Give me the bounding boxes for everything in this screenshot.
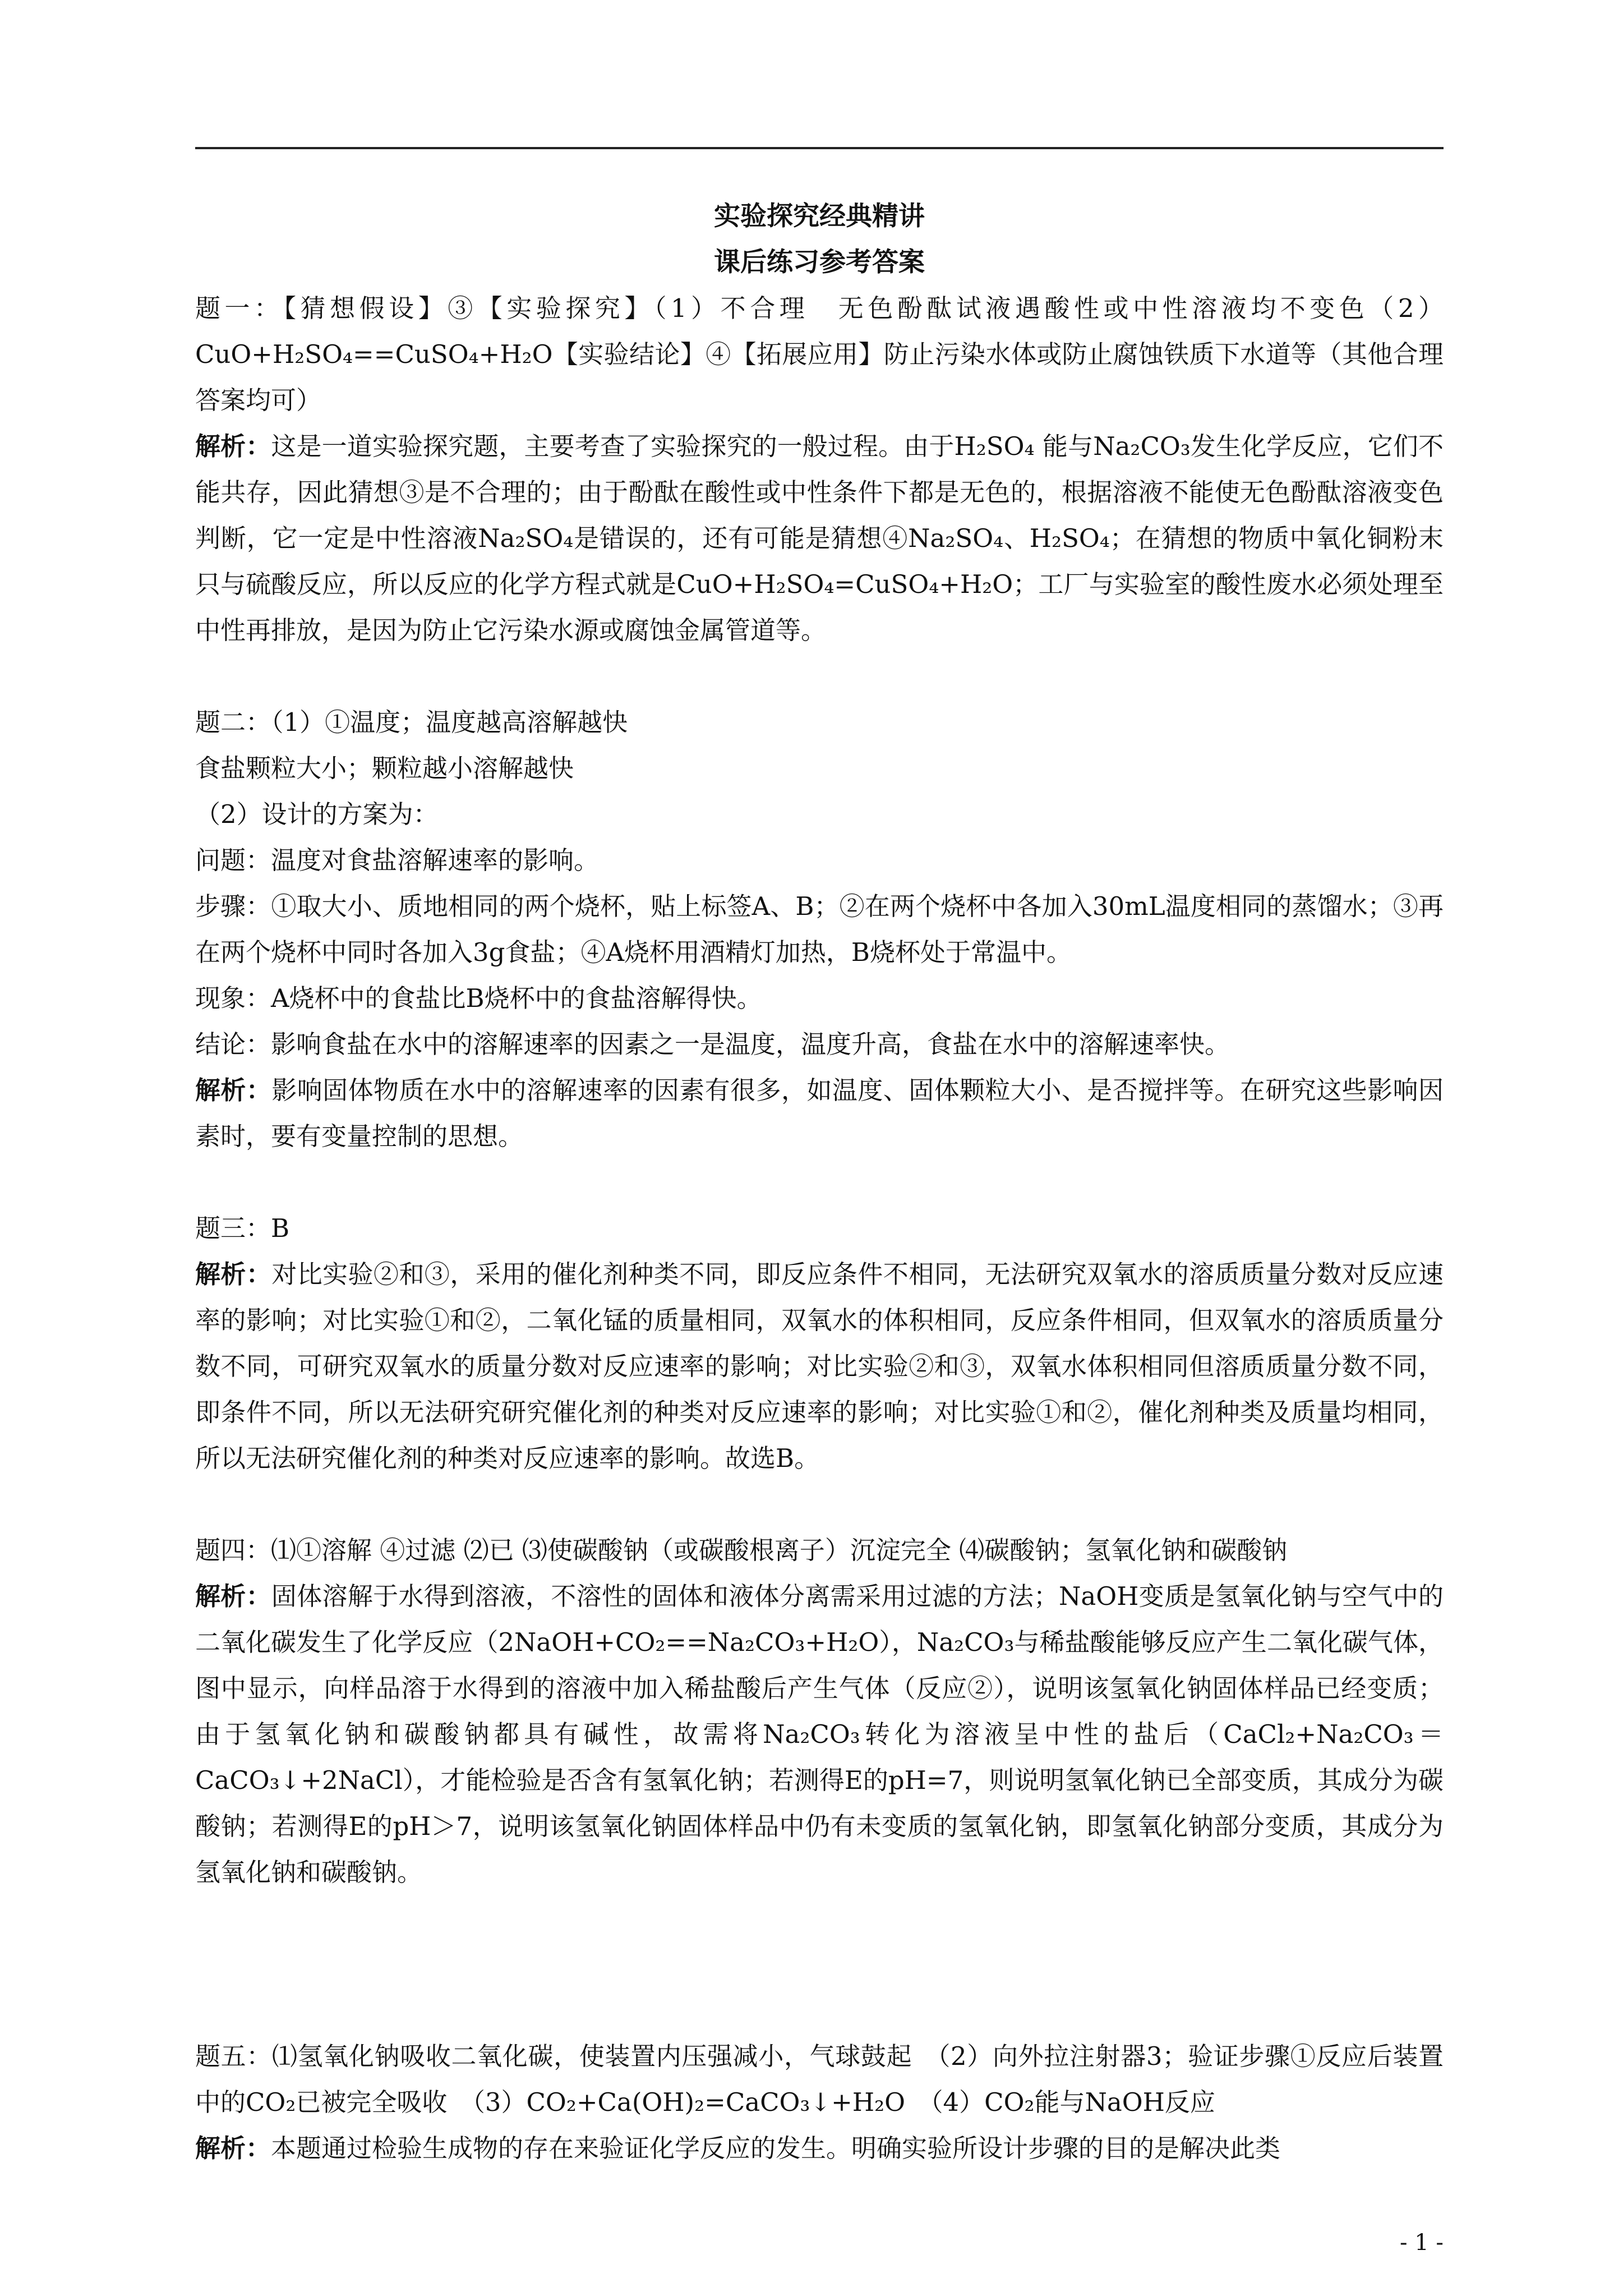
q1-answer: 题一：【猜想假设】③【实验探究】（1）不合理 无色酚酞试液遇酸性或中性溶液均不变色（2）CuO+H₂SO₄==CuSO₄+H₂O【实验结论】④【拓展应用】防止污染水体或防止腐蚀铁质下水道等（其他合理答案均可） bbox=[195, 293, 1444, 415]
analysis-label: 解析： bbox=[195, 2133, 271, 2163]
q3-analysis-text: 对比实验②和③，采用的催化剂种类不同，即反应条件不相同，无法研究双氧水的溶质质量分数对反应速率的影响；对比实验①和②，二氧化锰的质量相同，双氧水的体积相同，反应条件相同，但双氧水的溶质质量分数不同，可研究双氧水的质量分数对反应速率的影响；对比实验②和③，双氧水体积相同但溶质质量分数不同，即条件不同，所以无法研究研究催化剂的种类对反应速率的影响；对比实验①和②，催化剂种类及质量均相同，所以无法研究催化剂的种类对反应速率的影响。故选B。 bbox=[195, 1259, 1444, 1473]
q1-analysis bbox=[195, 424, 1444, 654]
q5-answer: 题五：⑴氢氧化钠吸收二氧化碳，使装置内压强减小，气球鼓起 （2）向外拉注射器3；验证步骤①反应后装置中的CO₂已被完全吸收 （3）CO₂+Ca(OH)₂=CaCO₃↓+H₂O （4）CO₂能与NaOH反应 bbox=[195, 2041, 1444, 2117]
header-rule bbox=[195, 147, 1444, 149]
q2-line7: 结论：影响食盐在水中的溶解速率的因素之一是温度，温度升高，食盐在水中的溶解速率快。 bbox=[195, 1029, 1230, 1059]
analysis-label: 解析： bbox=[195, 1581, 271, 1611]
q2-line2: 食盐颗粒大小；颗粒越小溶解越快 bbox=[195, 753, 574, 783]
q5-analysis bbox=[195, 2125, 1444, 2171]
q5-analysis-text: 本题通过检验生成物的存在来验证化学反应的发生。明确实验所设计步骤的目的是解决此类 bbox=[271, 2133, 1281, 2163]
document-body bbox=[195, 194, 1444, 2171]
q4-analysis bbox=[195, 1573, 1444, 1895]
q4-answer: 题四：⑴①溶解 ④过滤 ⑵已 ⑶使碳酸钠（或碳酸根离子）沉淀完全 ⑷碳酸钠；氢氧化钠和碳酸钠 bbox=[195, 1535, 1288, 1565]
q2-line6: 现象：A烧杯中的食盐比B烧杯中的食盐溶解得快。 bbox=[195, 983, 762, 1013]
page-number: - 1 - bbox=[1400, 2230, 1444, 2256]
q2-analysis-text: 影响固体物质在水中的溶解速率的因素有很多，如温度、固体颗粒大小、是否搅拌等。在研究这些影响因素时，要有变量控制的思想。 bbox=[195, 1075, 1444, 1151]
analysis-label: 解析： bbox=[195, 1259, 272, 1289]
q2-line1: 题二：（1）①温度；温度越高溶解越快 bbox=[195, 707, 628, 737]
q4-analysis-text: 固体溶解于水得到溶液，不溶性的固体和液体分离需采用过滤的方法；NaOH变质是氢氧化钠与空气中的二氧化碳发生了化学反应（2NaOH+CO₂==Na₂CO₃+H₂O），Na₂CO₃与稀盐酸能够反应产生二氧化碳气体，图中显示，向样品溶于水得到的溶液中加入稀盐酸后产生气体（反应②），说明该氢氧化钠固体样品已经变质；由于氢氧化钠和碳酸钠都具有碱性，故需将Na₂CO₃转化为溶液呈中性的盐后（CaCl₂+Na₂CO₃＝CaCO₃↓+2NaCl），才能检验是否含有氢氧化钠；若测得E的pH=7，则说明氢氧化钠已全部变质，其成分为碳酸钠；若测得E的pH＞7，说明该氢氧化钠固体样品中仍有未变质的氢氧化钠，即氢氧化钠部分变质，其成分为氢氧化钠和碳酸钠。 bbox=[195, 1581, 1444, 1887]
analysis-label: 解析： bbox=[195, 431, 271, 461]
analysis-label: 解析： bbox=[195, 1075, 272, 1105]
q2-line4: 问题：温度对食盐溶解速率的影响。 bbox=[195, 845, 600, 875]
q1-analysis-text: 这是一道实验探究题，主要考查了实验探究的一般过程。由于H₂SO₄ 能与Na₂CO₃发生化学反应，它们不能共存，因此猜想③是不合理的；由于酚酞在酸性或中性条件下都是无色的，根据溶液不能使无色酚酞溶液变色判断，它一定是中性溶液Na₂SO₄是错误的，还有可能是猜想④Na₂SO₄、H₂SO₄；在猜想的物质中氧化铜粉末只与硫酸反应，所以反应的化学方程式就是CuO+H₂SO₄=CuSO₄+H₂O；工厂与实验室的酸性废水必须处理至中性再排放，是因为防止它污染水源或腐蚀金属管道等。 bbox=[195, 431, 1444, 645]
q3-analysis bbox=[195, 1251, 1444, 1481]
q2-analysis bbox=[195, 1068, 1444, 1159]
q2-line5: 步骤：①取大小、质地相同的两个烧杯，贴上标签A、B；②在两个烧杯中各加入30mL温度相同的蒸馏水；③再在两个烧杯中同时各加入3g食盐；④A烧杯用酒精灯加热，B烧杯处于常温中。 bbox=[195, 891, 1444, 967]
document-title: 实验探究经典精讲 bbox=[714, 201, 925, 232]
q3-answer: 题三：B bbox=[195, 1213, 290, 1243]
document-subtitle: 课后练习参考答案 bbox=[714, 247, 925, 278]
q2-line3: （2）设计的方案为： bbox=[195, 799, 439, 829]
